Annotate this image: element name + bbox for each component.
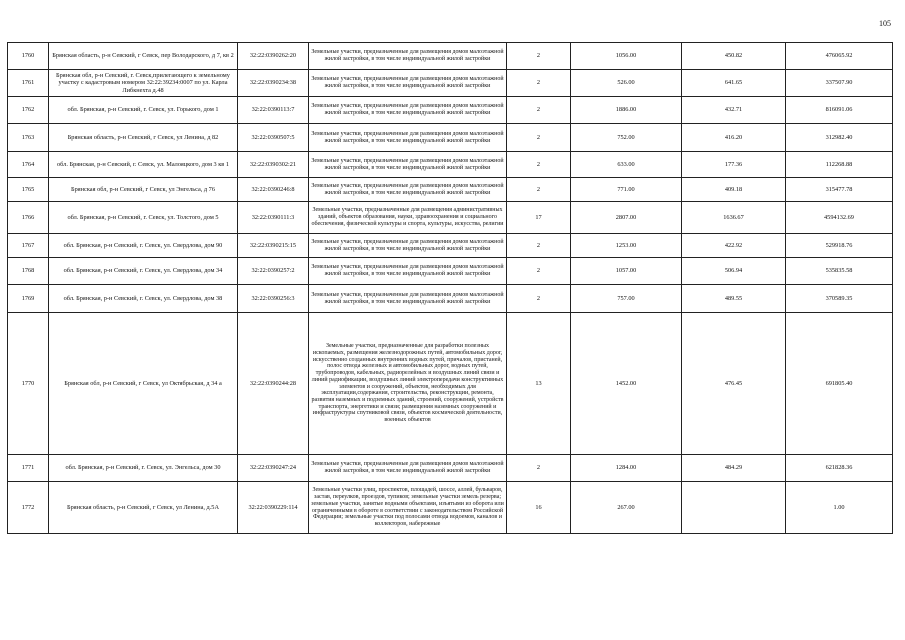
specific-value-cell: 450.82 (682, 43, 786, 70)
table-row (8, 313, 893, 455)
cadastral-number-cell: 32:22:0390234:38 (238, 70, 309, 97)
cadastral-number-cell: 32:22:0390111:3 (238, 202, 309, 234)
land-use-cell: Земельные участки, предназначенные для размещения домов малоэтажной жилой застройки, в том числе индивидуальной жилой застройки (309, 152, 507, 178)
specific-value-cell: 422.92 (682, 234, 786, 258)
cadastral-value-cell: 315477.78 (786, 178, 893, 202)
use-code-cell: 2 (507, 70, 571, 97)
cadastral-value-cell: 621828.36 (786, 455, 893, 482)
land-use-cell: Земельные участки, предназначенные для размещения домов малоэтажной жилой застройки, в том числе индивидуальной жилой застройки (309, 258, 507, 285)
address-cell: Брянская обл, р-н Севский, г Севск, ул Энгельса, д 76 (49, 178, 238, 202)
area-cell: 1253.00 (571, 234, 682, 258)
table-row (8, 178, 893, 202)
cadastral-number-cell: 32:22:0390229:114 (238, 482, 309, 534)
cadastral-value-cell: 4594132.69 (786, 202, 893, 234)
use-code-cell: 2 (507, 152, 571, 178)
table-row (8, 234, 893, 258)
address-cell: обл. Брянская, р-н Севский, г. Севск, ул. Свердлова, дом 38 (49, 285, 238, 313)
table-row (8, 285, 893, 313)
table-row (8, 124, 893, 152)
specific-value-cell: 416.20 (682, 124, 786, 152)
use-code-cell: 2 (507, 285, 571, 313)
table-row (8, 97, 893, 124)
cadastral-value-cell: 691805.40 (786, 313, 893, 455)
land-use-cell: Земельные участки, предназначенные для размещения домов малоэтажной жилой застройки, в том числе индивидуальной жилой застройки (309, 455, 507, 482)
specific-value-cell: 409.18 (682, 178, 786, 202)
specific-value-cell (682, 482, 786, 534)
use-code-cell: 2 (507, 455, 571, 482)
address-cell: обл. Брянская, р-н Севский, г. Севск, ул. Свердлова, дом 34 (49, 258, 238, 285)
specific-value-cell: 484.29 (682, 455, 786, 482)
row-number: 1766 (8, 202, 49, 234)
use-code-cell: 2 (507, 234, 571, 258)
cadastral-value-cell: 312982.40 (786, 124, 893, 152)
address-cell: обл. Брянская, р-н Севский, г. Севск, ул. Толстого, дом 5 (49, 202, 238, 234)
area-cell: 633.00 (571, 152, 682, 178)
address-cell: Брянская обл, р-н Севский, г Севск, ул Октябрьская, д 34 а (49, 313, 238, 455)
cadastral-number-cell: 32:22:0390302:21 (238, 152, 309, 178)
address-cell: обл. Брянская, р-н Севский, г. Севск, ул. Свердлова, дом 90 (49, 234, 238, 258)
cadastral-number-cell: 32:22:0390257:2 (238, 258, 309, 285)
table-row (8, 152, 893, 178)
row-number: 1762 (8, 97, 49, 124)
specific-value-cell: 506.94 (682, 258, 786, 285)
table-row (8, 455, 893, 482)
area-cell: 757.00 (571, 285, 682, 313)
land-use-cell: Земельные участки, предназначенные для размещения домов малоэтажной жилой застройки, в том числе индивидуальной жилой застройки (309, 285, 507, 313)
specific-value-cell: 476.45 (682, 313, 786, 455)
row-number: 1772 (8, 482, 49, 534)
row-number: 1761 (8, 70, 49, 97)
area-cell: 1284.00 (571, 455, 682, 482)
address-cell: обл. Брянская, р-н Севский, г. Севск, ул. Малояцкого, дом 3 кв 1 (49, 152, 238, 178)
area-cell: 2807.00 (571, 202, 682, 234)
land-use-cell: Земельные участки, предназначенные для размещения домов малоэтажной жилой застройки, в том числе индивидуальной жилой застройки (309, 43, 507, 70)
table-row (8, 258, 893, 285)
area-cell: 267.00 (571, 482, 682, 534)
cadastral-number-cell: 32:22:0390256:3 (238, 285, 309, 313)
land-use-cell: Земельные участки, предназначенные для размещения домов малоэтажной жилой застройки, в том числе индивидуальной жилой застройки (309, 97, 507, 124)
specific-value-cell: 432.71 (682, 97, 786, 124)
row-number: 1764 (8, 152, 49, 178)
address-cell: Брянская обл, р-н Севский, г. Севск,прилегающего к земельному участку с кадастровым номером 32:22:39234:0007 по ул. Карла Либкнехта д.48 (49, 70, 238, 97)
address-cell: обл. Брянская, р-н Севский, г. Севск, ул. Горького, дом 1 (49, 97, 238, 124)
specific-value-cell: 641.65 (682, 70, 786, 97)
area-cell: 1886.00 (571, 97, 682, 124)
use-code-cell: 2 (507, 97, 571, 124)
cadastral-number-cell: 32:22:0390247:24 (238, 455, 309, 482)
row-number: 1768 (8, 258, 49, 285)
cadastral-value-cell: 1.00 (786, 482, 893, 534)
cadastral-value-cell: 370589.35 (786, 285, 893, 313)
cadastral-value-cell: 337507.90 (786, 70, 893, 97)
cadastral-number-cell: 32:22:0390113:7 (238, 97, 309, 124)
area-cell: 526.00 (571, 70, 682, 97)
cadastral-number-cell: 32:22:0390507:5 (238, 124, 309, 152)
row-number: 1760 (8, 43, 49, 70)
land-use-cell: Земельные участки, предназначенные для размещения домов малоэтажной жилой застройки, в том числе индивидуальной жилой застройки (309, 124, 507, 152)
cadastral-value-cell: 112268.88 (786, 152, 893, 178)
area-cell: 771.00 (571, 178, 682, 202)
page-number: 105 (879, 19, 891, 28)
area-cell: 1057.00 (571, 258, 682, 285)
area-cell: 752.00 (571, 124, 682, 152)
row-number: 1769 (8, 285, 49, 313)
cadastral-number-cell: 32:22:0390246:8 (238, 178, 309, 202)
land-use-cell: Земельные участки, предназначенные для размещения домов малоэтажной жилой застройки, в том числе индивидуальной жилой застройки (309, 178, 507, 202)
cadastral-number-cell: 32:22:0390262:20 (238, 43, 309, 70)
table-row (8, 43, 893, 70)
row-number: 1771 (8, 455, 49, 482)
row-number: 1770 (8, 313, 49, 455)
row-number: 1767 (8, 234, 49, 258)
row-number: 1765 (8, 178, 49, 202)
use-code-cell: 13 (507, 313, 571, 455)
cadastral-number-cell: 32:22:0390244:28 (238, 313, 309, 455)
use-code-cell: 2 (507, 43, 571, 70)
land-registry-table (7, 42, 893, 534)
use-code-cell: 16 (507, 482, 571, 534)
table-row (8, 202, 893, 234)
address-cell: Брянская область, р-н Севский, г Севск, ул Ленина, д.5А (49, 482, 238, 534)
area-cell: 1056.00 (571, 43, 682, 70)
table-row (8, 70, 893, 97)
table-row (8, 482, 893, 534)
specific-value-cell: 489.55 (682, 285, 786, 313)
cadastral-value-cell: 816091.06 (786, 97, 893, 124)
cadastral-value-cell: 535835.58 (786, 258, 893, 285)
address-cell: Брянская область, р-н Севский, г Севск, пер Володарского, д 7, кв 2 (49, 43, 238, 70)
land-use-cell: Земельные участки, предназначенные для размещения административных зданий, объектов образования, науки, здравоохранения и социального обеспечения, физической культуры и спорта, культуры, искусства, религии (309, 202, 507, 234)
land-use-cell: Земельные участки, предназначенные для разработки полезных ископаемых, размещения железнодорожных путей, автомобильных дорог, искусственно созданных внутренних водных путей, причалов, пристаней, полос отвода железных и автомобильных дорог, водных путей, трубопроводов, кабельных, радиорелейных и воздушных линий связи и линий радиофикации, воздушных линий электропередачи конструктивных элементов и сооружений, объектов, необходимых для эксплуатации,содержания, строительства, реконструкции, ремонта, развития наземных и подземных зданий, строений, сооружений, устройств транспорта, энергетики и связи; размещения наземных сооружений и инфраструктуры спутниковой связи, объектов космической деятельности, военных объектов (309, 313, 507, 455)
cadastral-value-cell: 476065.92 (786, 43, 893, 70)
use-code-cell: 2 (507, 178, 571, 202)
address-cell: Брянская область, р-н Севский, г Севск, ул Ленина, д 82 (49, 124, 238, 152)
specific-value-cell: 177.36 (682, 152, 786, 178)
address-cell: обл. Брянская, р-н Севский, г. Севск, ул. Энгельса, дом 30 (49, 455, 238, 482)
land-use-cell: Земельные участки улиц, проспектов, площадей, шоссе, аллей, бульваров, застав, переулков, проездов, тупиков; земельные участки земель резерва; земельные участки, занятые водными объектами, изъятыми из оборота или ограниченными в обороте в соответствии с законодательством Российской Федерации; земельные участки под полосами отвода водоемов, каналов и коллекторов, набережные (309, 482, 507, 534)
land-use-cell: Земельные участки, предназначенные для размещения домов малоэтажной жилой застройки, в том числе индивидуальной жилой застройки (309, 234, 507, 258)
specific-value-cell: 1636.67 (682, 202, 786, 234)
area-cell: 1452.00 (571, 313, 682, 455)
row-number: 1763 (8, 124, 49, 152)
use-code-cell: 2 (507, 258, 571, 285)
use-code-cell: 17 (507, 202, 571, 234)
use-code-cell: 2 (507, 124, 571, 152)
land-use-cell: Земельные участки, предназначенные для размещения домов малоэтажной жилой застройки, в том числе индивидуальной жилой застройки (309, 70, 507, 97)
cadastral-number-cell: 32:22:0390215:15 (238, 234, 309, 258)
cadastral-value-cell: 529918.76 (786, 234, 893, 258)
